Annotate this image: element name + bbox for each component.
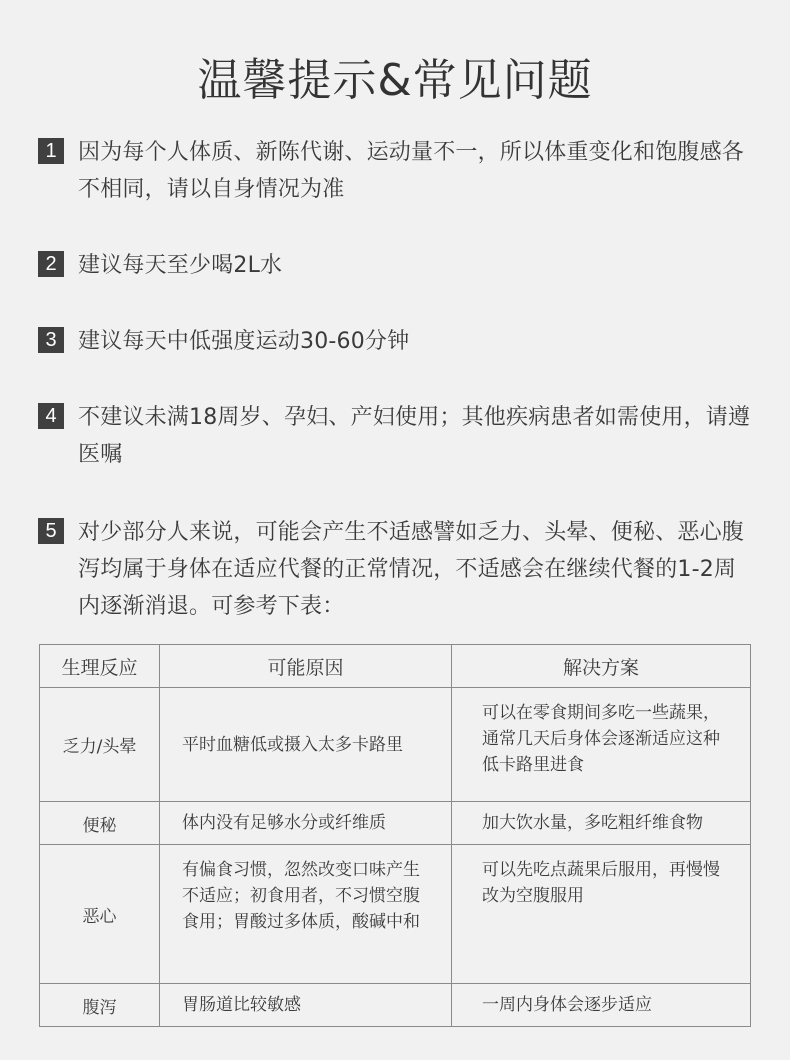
table-row <box>40 984 751 1027</box>
tip-text: 因为每个人体质、新陈代谢、运动量不一，所以体重变化和饱腹感各不相同，请以自身情况为准 <box>78 140 745 202</box>
page-title: 温馨提示&常见问题 <box>197 55 593 106</box>
header-solution: 解决方案 <box>452 645 751 688</box>
reaction-cell: 腹泻 <box>40 984 160 1027</box>
header-reaction: 生理反应 <box>40 645 160 688</box>
table-row <box>40 688 751 802</box>
cause-cell: 胃肠道比较敏感 <box>160 984 452 1027</box>
tip-text: 对少部分人来说，可能会产生不适感譬如乏力、头晕、便秘、恶心腹泻均属于身体在适应代餐的正常情况，不适感会在继续代餐的1-2周内逐渐消退。可参考下表： <box>78 520 745 619</box>
table-row <box>40 845 751 984</box>
header-cause: 可能原因 <box>160 645 452 688</box>
tip-number-badge: 4 <box>38 403 64 429</box>
reaction-cell: 恶心 <box>40 845 160 984</box>
reaction-cell: 乏力/头晕 <box>40 688 160 802</box>
table-row <box>40 802 751 845</box>
solution-cell: 加大饮水量，多吃粗纤维食物 <box>452 802 751 845</box>
cause-cell: 有偏食习惯，忽然改变口味产生不适应；初食用者，不习惯空腹食用；胃酸过多体质，酸碱中和 <box>160 845 452 984</box>
tip-text: 建议每天至少喝2L水 <box>78 253 283 278</box>
tip-number-badge: 2 <box>38 251 64 277</box>
solution-cell: 一周内身体会逐步适应 <box>452 984 751 1027</box>
reaction-cell: 便秘 <box>40 802 160 845</box>
cause-cell: 体内没有足够水分或纤维质 <box>160 802 452 845</box>
solution-cell: 可以在零食期间多吃一些蔬果，通常几天后身体会逐渐适应这种低卡路里进食 <box>452 688 751 802</box>
tip-number-badge: 1 <box>38 138 64 164</box>
tip-text: 建议每天中低强度运动30-60分钟 <box>78 329 410 354</box>
reaction-table <box>39 644 751 1027</box>
solution-cell: 可以先吃点蔬果后服用，再慢慢改为空腹服用 <box>452 845 751 984</box>
tip-text: 不建议未满18周岁、孕妇、产妇使用；其他疾病患者如需使用，请遵医嘱 <box>78 405 751 467</box>
table-header-row <box>40 645 751 688</box>
cause-cell: 平时血糖低或摄入太多卡路里 <box>160 688 452 802</box>
tip-number-badge: 3 <box>38 327 64 353</box>
tip-number-badge: 5 <box>38 518 64 544</box>
